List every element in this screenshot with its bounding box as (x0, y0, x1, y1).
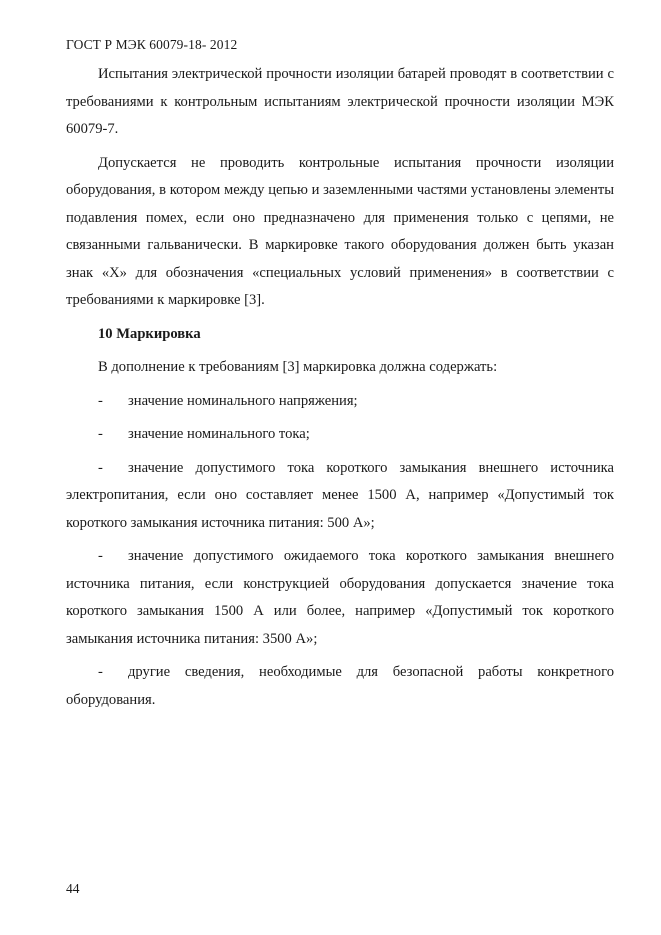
list-item-text: значение номинального тока; (128, 426, 310, 442)
section-intro: В дополнение к требованиям [3] маркировка должна содержать: (98, 359, 498, 375)
list-item (66, 455, 614, 538)
list-dash: - (98, 548, 103, 564)
paragraph: Испытания электрической прочности изоляции батарей проводят в соответствии с требованиями к контрольным испытаниям электрической прочности изоляции МЭК 60079-7. (66, 66, 614, 137)
list-dash: - (98, 392, 103, 409)
page-number: 44 (66, 881, 80, 896)
list-item-text: значение допустимого ожидаемого тока короткого замыкания внешнего источника питания, если конструкцией оборудования допускается значение тока короткого замыкания 1500 А или более, например «Допустимый ток короткого замыкания источника питания: 3500 А»; (66, 548, 614, 647)
document-body (66, 61, 614, 720)
paragraph: Допускается не проводить контрольные испытания прочности изоляции оборудования, в котором между цепью и заземленными частями установлены элементы подавления помех, если оно предназначено для применения только с цепями, не связанными гальванически. В маркировке такого оборудования должен быть указан знак «X» для обозначения «специальных условий применения» в соответствии с требованиями к маркировке [3]. (66, 154, 614, 308)
list-item (66, 421, 614, 449)
list-item-text: значение номинального напряжения; (128, 392, 358, 409)
list-item (66, 543, 614, 653)
section-heading: 10 Маркировка (98, 325, 201, 342)
list-item (66, 388, 614, 416)
list-dash: - (98, 664, 103, 680)
list-dash: - (98, 459, 103, 476)
list-item-text: значение допустимого тока короткого замыкания внешнего источника электропитания, если оно составляет менее 1500 А, например «Допустимый ток короткого замыкания источника питания: 500 А»; (66, 459, 614, 531)
list-item-text: другие сведения, необходимые для безопасной работы конкретного оборудования. (66, 664, 614, 708)
list-item (66, 659, 614, 714)
list-dash: - (98, 426, 103, 442)
document-header: ГОСТ Р МЭК 60079-18- 2012 (66, 37, 238, 52)
